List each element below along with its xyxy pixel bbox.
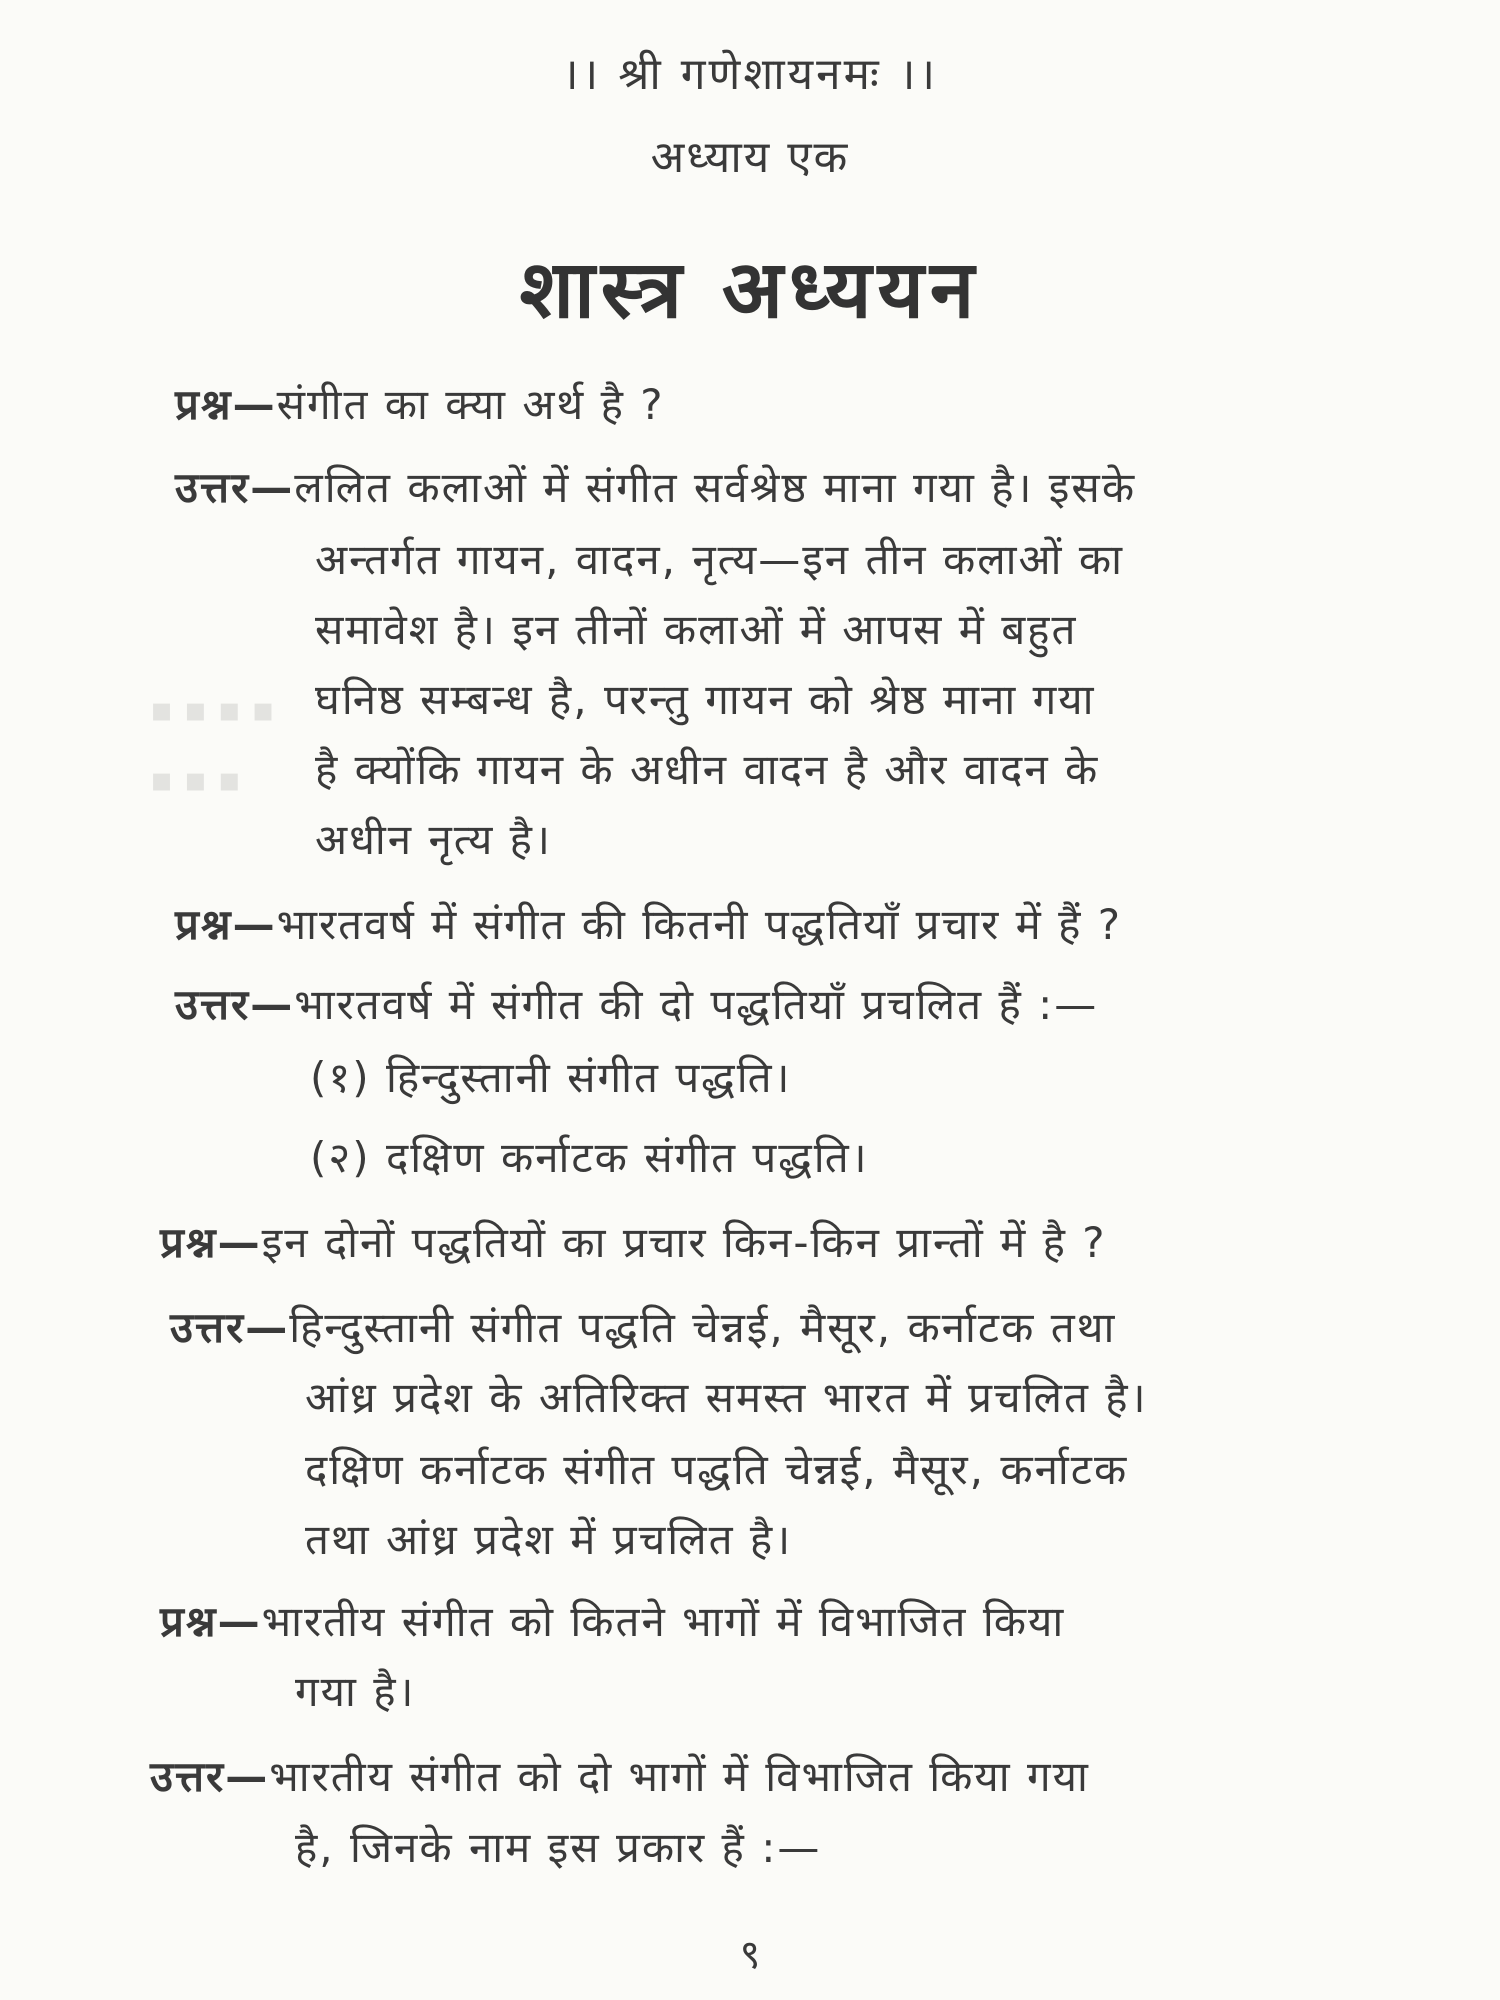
answer-label: उत्तर— (150, 1752, 270, 1801)
answer-3-line-3: दक्षिण कर्नाटक संगीत पद्धति चेन्नई, मैसूर, कर्नाटक (305, 1445, 1129, 1494)
question-label: प्रश्न— (160, 1597, 262, 1646)
answer-1-line-6: अधीन नृत्य है। (315, 815, 552, 864)
invocation-header: ।। श्री गणेशायनमः ।। (561, 49, 939, 100)
question-4-line-1 (160, 1592, 1065, 1649)
answer-3-line-2: आंध्र प्रदेश के अतिरिक्त समस्त भारत में प्रचलित है। (305, 1373, 1148, 1422)
answer-3-line-4: तथा आंध्र प्रदेश में प्रचलित है। (305, 1515, 793, 1564)
answer-2-list-item-2: (२) दक्षिण कर्नाटक संगीत पद्धति। (310, 1133, 869, 1182)
answer-1-line-3: समावेश है। इन तीनों कलाओं में आपस में बहुत (315, 605, 1078, 654)
answer-1-line-2: अन्तर्गत गायन, वादन, नृत्य—इन तीन कलाओं का (315, 535, 1124, 584)
question-text: इन दोनों पद्धतियों का प्रचार किन-किन प्रान्तों में है ? (261, 1218, 1107, 1267)
question-text: भारतीय संगीत को कितने भागों में विभाजित किया (261, 1597, 1066, 1646)
answer-text: हिन्दुस्तानी संगीत पद्धति चेन्नई, मैसूर, कर्नाटक तथा (289, 1303, 1117, 1352)
answer-2-list-item-1: (१) हिन्दुस्तानी संगीत पद्धति। (310, 1053, 792, 1102)
bleed-through-mark: ▪ ▪ ▪ ▪ (150, 690, 275, 730)
question-text: भारतवर्ष में संगीत की कितनी पद्धतियाँ प्रचार में हैं ? (276, 900, 1123, 949)
answer-1-line-1 (175, 458, 1136, 515)
bleed-through-mark: ▪ ▪ ▪ (150, 760, 241, 800)
chapter-label: अध्याय एक (650, 132, 850, 183)
answer-text: भारतीय संगीत को दो भागों में विभाजित किया गया (269, 1752, 1090, 1801)
answer-1-line-4: घनिष्ठ सम्बन्ध है, परन्तु गायन को श्रेष्ठ माना गया (315, 675, 1096, 724)
question-3 (160, 1213, 1107, 1270)
answer-4-line-2: है, जिनके नाम इस प्रकार हैं :— (295, 1823, 822, 1872)
question-label: प्रश्न— (175, 380, 277, 429)
answer-2-line-1 (175, 975, 1098, 1032)
answer-label: उत्तर— (175, 463, 295, 512)
answer-1-line-5: है क्योंकि गायन के अधीन वादन है और वादन के (315, 745, 1100, 794)
answer-4-line-1 (150, 1747, 1090, 1804)
question-text: संगीत का क्या अर्थ है ? (276, 380, 665, 429)
question-1 (175, 375, 665, 432)
answer-3-line-1 (170, 1298, 1116, 1355)
answer-label: उत्तर— (175, 980, 295, 1029)
page-title: शास्त्र अध्ययन (519, 243, 981, 336)
page-number: ९ (739, 1932, 761, 1978)
question-4-line-2: गया है। (295, 1667, 416, 1716)
answer-text: ललित कलाओं में संगीत सर्वश्रेष्ठ माना गया है। इसके (294, 463, 1137, 512)
question-label: प्रश्न— (175, 900, 277, 949)
question-label: प्रश्न— (160, 1218, 262, 1267)
answer-text: भारतवर्ष में संगीत की दो पद्धतियाँ प्रचलित हैं :— (294, 980, 1099, 1029)
question-2 (175, 895, 1122, 952)
answer-label: उत्तर— (170, 1303, 290, 1352)
